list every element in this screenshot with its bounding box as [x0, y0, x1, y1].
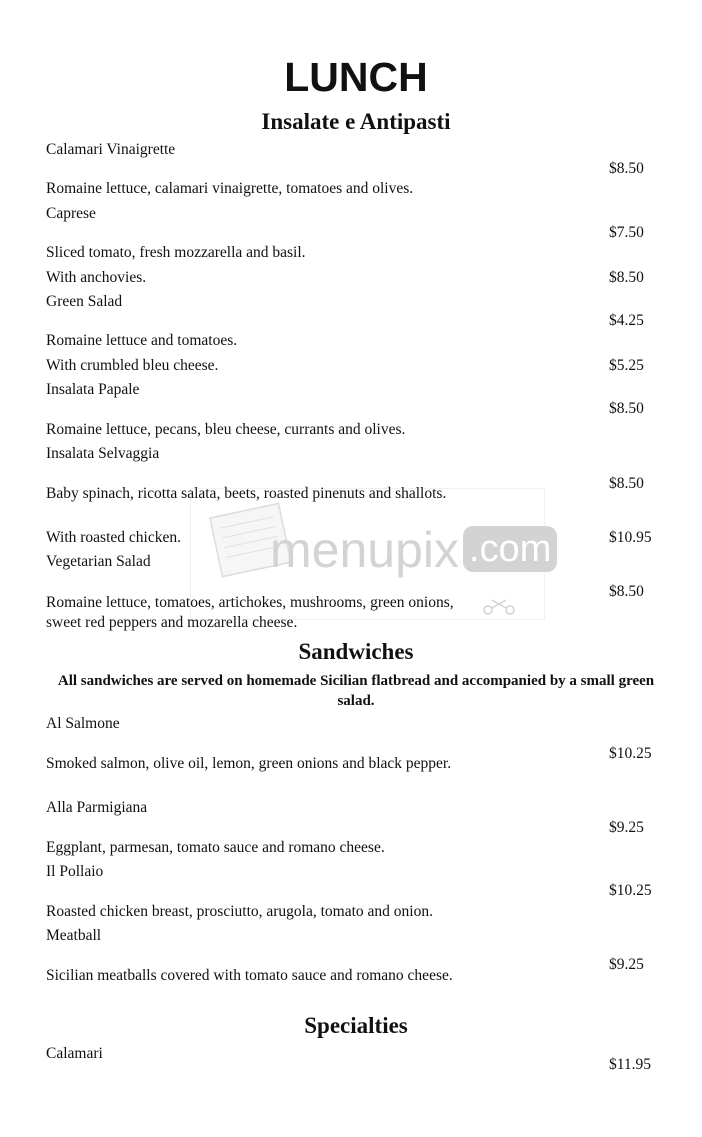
item-name: Caprese: [46, 205, 96, 222]
item-option-price: $8.50: [609, 269, 644, 286]
scissors-icon: [484, 600, 514, 614]
item-description: Roasted chicken breast, prosciutto, arugola, tomato and onion.: [46, 903, 433, 920]
item-option-price: $10.95: [609, 529, 652, 546]
item-description: Eggplant, parmesan, tomato sauce and romano cheese.: [46, 839, 385, 856]
section-heading-specialties: Specialties: [304, 1013, 408, 1038]
watermark-logo: menupix .com: [270, 522, 557, 578]
item-description: Smoked salmon, olive oil, lemon, green onions and black pepper.: [46, 755, 452, 772]
item-price: $7.50: [609, 224, 644, 241]
item-price: $4.25: [609, 312, 644, 329]
item-description: Romaine lettuce, calamari vinaigrette, tomatoes and olives.: [46, 180, 414, 197]
page-title: LUNCH: [284, 54, 428, 100]
item-description: Sliced tomato, fresh mozzarella and basil.: [46, 244, 306, 261]
item-name: Insalata Papale: [46, 381, 140, 398]
item-name: Vegetarian Salad: [46, 553, 151, 570]
item-description: Romaine lettuce, pecans, bleu cheese, currants and olives.: [46, 421, 406, 438]
item-name: Calamari: [46, 1045, 103, 1062]
item-price: $8.50: [609, 475, 644, 492]
item-name: Alla Parmigiana: [46, 799, 148, 816]
item-price: $8.50: [609, 400, 644, 417]
item-name: Meatball: [46, 927, 102, 944]
item-name: Green Salad: [46, 293, 123, 310]
item-price: $8.50: [609, 583, 644, 600]
item-description: Romaine lettuce, tomatoes, artichokes, mushrooms, green onions, sweet red peppers and mozarella cheese.: [46, 594, 454, 631]
section-note: All sandwiches are served on homemade Sicilian flatbread and accompanied by a small green salad.: [57, 673, 655, 709]
item-description: Sicilian meatballs covered with tomato sauce and romano cheese.: [46, 967, 453, 984]
item-name: Il Pollaio: [46, 863, 104, 880]
item-name: Al Salmone: [46, 715, 120, 732]
item-price: $8.50: [609, 160, 644, 177]
item-name: Insalata Selvaggia: [46, 445, 160, 462]
item-option: With crumbled bleu cheese.: [46, 357, 219, 374]
item-price: $10.25: [609, 745, 652, 762]
item-name: Calamari Vinaigrette: [46, 141, 176, 158]
item-option: With anchovies.: [46, 269, 147, 286]
item-price: $9.25: [609, 956, 644, 973]
item-price: $11.95: [609, 1056, 652, 1073]
section-heading-insalate: Insalate e Antipasti: [261, 109, 451, 134]
section-heading-sandwiches: Sandwiches: [298, 639, 414, 664]
item-price: $9.25: [609, 819, 644, 836]
item-option-price: $5.25: [609, 357, 644, 374]
item-option: With roasted chicken.: [46, 529, 181, 546]
item-description: Baby spinach, ricotta salata, beets, roasted pinenuts and shallots.: [46, 485, 447, 502]
item-price: $10.25: [609, 882, 652, 899]
item-description: Romaine lettuce and tomatoes.: [46, 332, 238, 349]
